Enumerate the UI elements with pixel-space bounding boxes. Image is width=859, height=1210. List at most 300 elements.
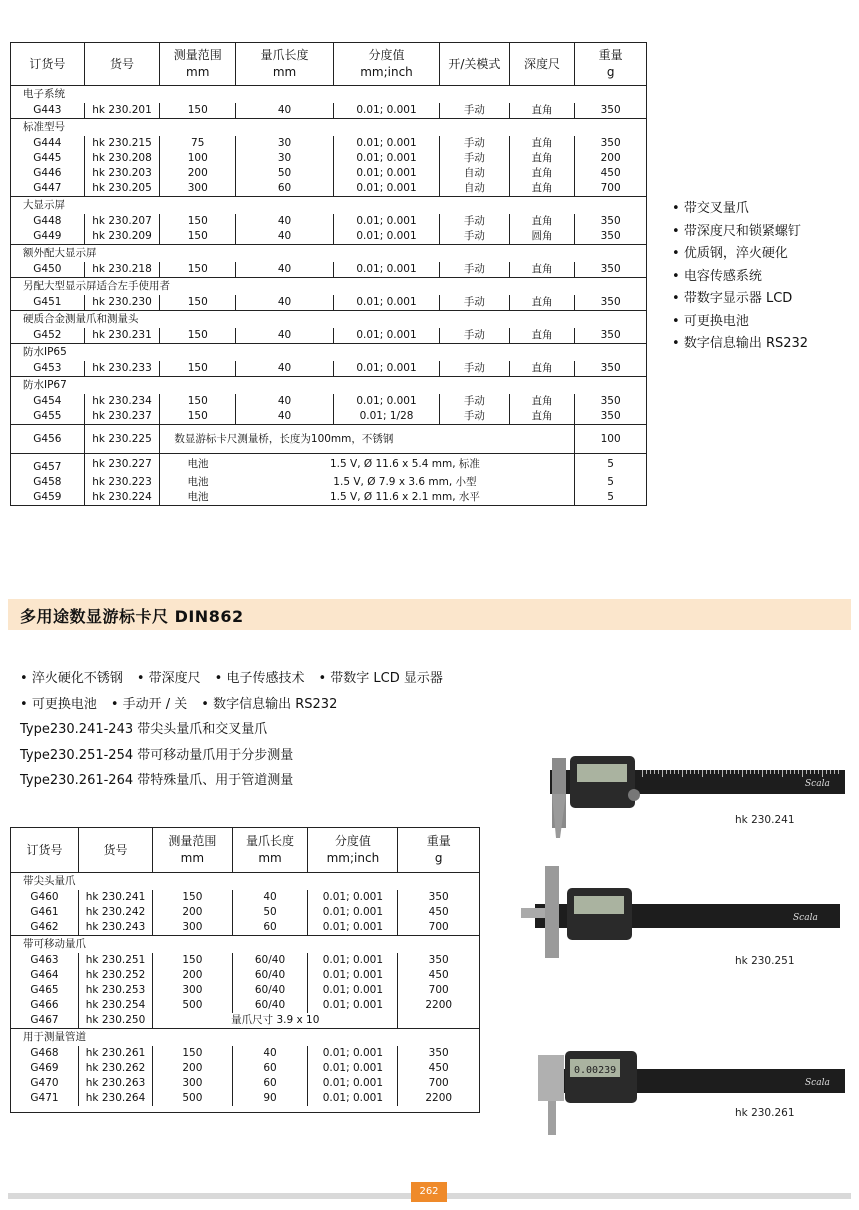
- type-line: Type230.251-254 带可移动量爪用于分步测量: [20, 747, 294, 763]
- section-title: 额外配大显示屏: [11, 245, 647, 263]
- column-header: 货号: [78, 828, 152, 873]
- table-cell: 5: [575, 454, 647, 476]
- table-cell: hk 230.225: [84, 425, 160, 454]
- table-cell: G461: [30, 906, 59, 918]
- ruler-tick: [722, 770, 723, 777]
- table-cell: [11, 1106, 480, 1113]
- section-title: 防水IP67: [11, 377, 647, 395]
- table-row: [11, 328, 647, 344]
- multipurpose-caliper-table: [10, 827, 480, 1113]
- table-cell: 150: [153, 890, 233, 905]
- table-cell: 40: [236, 361, 334, 377]
- table-cell: 0.01; 0.001: [308, 998, 398, 1013]
- table-cell: 0.01; 0.001: [334, 151, 440, 166]
- section-title: 大显示屏: [11, 197, 647, 215]
- section-row: [11, 344, 647, 362]
- table-cell: G450: [33, 263, 62, 275]
- table-cell: 0.01; 0.001: [334, 328, 440, 344]
- table-row: [11, 295, 647, 311]
- ruler-tick: [734, 770, 735, 774]
- type-line: Type230.241-243 带尖头量爪和交叉量爪: [20, 722, 268, 737]
- table-cell: 0.01; 0.001: [334, 229, 440, 245]
- table-cell: 40: [232, 1046, 308, 1061]
- section-title: 带可移动量爪: [11, 936, 480, 954]
- table-cell: hk 230.262: [78, 1061, 152, 1076]
- table-cell: G467: [30, 1014, 59, 1026]
- table-cell: 手动: [440, 103, 510, 119]
- table-row: [11, 103, 647, 119]
- table-cell: 75: [160, 136, 236, 151]
- ruler-tick: [762, 770, 763, 777]
- table-cell: 直角: [509, 409, 575, 425]
- table-cell: 200: [575, 151, 647, 166]
- feature-item: • 带数字 LCD 显示器: [318, 671, 442, 686]
- table-cell: 数显游标卡尺测量桥，长度为100mm，不锈钢: [160, 425, 575, 454]
- table-cell: 350: [575, 136, 647, 151]
- table-row: [11, 214, 647, 229]
- table-cell: hk 230.253: [78, 983, 152, 998]
- table-cell: 60: [232, 1076, 308, 1091]
- table-cell: 自动: [440, 166, 510, 181]
- table-cell: 50: [236, 166, 334, 181]
- table-cell: 350: [575, 409, 647, 425]
- table-cell: G454: [33, 395, 62, 407]
- table-cell: 350: [575, 214, 647, 229]
- table-cell: hk 230.250: [78, 1013, 152, 1029]
- table-cell: 0.01; 0.001: [334, 136, 440, 151]
- section-title: 防水IP65: [11, 344, 647, 362]
- table-cell: hk 230.242: [78, 905, 152, 920]
- feature-item: • 带数字显示器 LCD: [672, 288, 808, 311]
- table-cell: 350: [575, 328, 647, 344]
- section-row: [11, 197, 647, 215]
- ruler-tick: [678, 770, 679, 774]
- table-cell: 0.01; 0.001: [308, 1091, 398, 1106]
- section-row: [11, 311, 647, 329]
- table-row: [11, 151, 647, 166]
- table-cell: 量爪尺寸 3.9 x 10: [153, 1013, 398, 1029]
- table-cell: 圆角: [509, 229, 575, 245]
- ruler-tick: [666, 770, 667, 774]
- ruler-tick: [642, 770, 643, 777]
- table-cell: 0.01; 0.001: [334, 103, 440, 119]
- table-cell: 5: [575, 475, 647, 490]
- table-row: [11, 983, 480, 998]
- table-cell: G466: [30, 999, 59, 1011]
- ruler-tick: [738, 770, 739, 774]
- table-cell: 700: [575, 181, 647, 197]
- page-number: 262: [411, 1182, 447, 1202]
- table-row: [11, 262, 647, 278]
- table-cell: G456: [11, 425, 85, 454]
- table-cell: 150: [153, 953, 233, 968]
- table-cell: 300: [153, 983, 233, 998]
- section-row: [11, 1029, 480, 1047]
- caption-251: hk 230.251: [735, 955, 795, 967]
- table-cell: 350: [575, 295, 647, 311]
- section-title: 硬质合金测量爪和测量头: [11, 311, 647, 329]
- table-row: [11, 229, 647, 245]
- table-cell: G451: [33, 296, 62, 308]
- section-row: [11, 86, 647, 104]
- ruler-tick: [670, 770, 671, 774]
- column-header: 订货号: [11, 43, 85, 86]
- table-cell: 0.01; 0.001: [308, 920, 398, 936]
- column-header: 深度尺: [509, 43, 575, 86]
- table-cell: 直角: [509, 262, 575, 278]
- table-cell: G444: [33, 137, 62, 149]
- ruler-tick: [750, 770, 751, 774]
- table-row: [11, 1061, 480, 1076]
- table-cell: G470: [30, 1077, 59, 1089]
- table-cell: hk 230.223: [84, 475, 160, 490]
- table-row: [11, 953, 480, 968]
- ruler-tick: [794, 770, 795, 774]
- table-cell: 手动: [440, 394, 510, 409]
- table-row: [11, 361, 647, 377]
- table-cell: 700: [398, 920, 480, 936]
- feature-item: • 带深度尺: [137, 671, 201, 686]
- ruler-tick: [834, 770, 835, 774]
- ruler-tick: [786, 770, 787, 774]
- column-header: 分度值 mm;inch: [334, 43, 440, 86]
- table-cell: 40: [236, 229, 334, 245]
- table-cell: G462: [30, 921, 59, 933]
- feature-item: • 手动开 / 关: [111, 697, 187, 712]
- table-cell: 150: [160, 328, 236, 344]
- ruler-tick: [650, 770, 651, 774]
- table-cell: hk 230.201: [84, 103, 160, 119]
- table-cell: 手动: [440, 361, 510, 377]
- ruler-tick: [830, 770, 831, 774]
- table-cell: 电池: [160, 454, 236, 476]
- table-cell: 40: [236, 409, 334, 425]
- ruler-tick: [698, 770, 699, 774]
- table-cell: hk 230.227: [84, 454, 160, 476]
- feature-row-1: [20, 666, 457, 692]
- table-cell: 40: [232, 890, 308, 905]
- ruler-tick: [806, 770, 807, 774]
- ruler-tick: [646, 770, 647, 774]
- column-header: 量爪长度 mm: [232, 828, 308, 873]
- table-cell: 直角: [509, 166, 575, 181]
- ruler-tick: [662, 770, 663, 777]
- table-cell: 40: [236, 103, 334, 119]
- table-header-row: [11, 828, 480, 873]
- table-cell: 450: [575, 166, 647, 181]
- ruler-tick: [758, 770, 759, 774]
- table-cell: 500: [153, 998, 233, 1013]
- table-cell: hk 230.252: [78, 968, 152, 983]
- table-cell: G449: [33, 230, 62, 242]
- table-cell: 60/40: [232, 998, 308, 1013]
- table-cell: 0.01; 0.001: [308, 983, 398, 998]
- table-cell: 150: [160, 409, 236, 425]
- table-row: [11, 998, 480, 1013]
- section-title: 带尖头量爪: [11, 873, 480, 891]
- ruler-tick: [718, 770, 719, 774]
- table-cell: 350: [398, 1046, 480, 1061]
- table-cell: hk 230.209: [84, 229, 160, 245]
- table-cell: 30: [236, 151, 334, 166]
- ruler-tick: [818, 770, 819, 774]
- table-row: [11, 409, 647, 425]
- table-cell: 60/40: [232, 983, 308, 998]
- ruler-tick: [710, 770, 711, 774]
- table-row: [11, 425, 647, 454]
- feature-list-right: [672, 198, 808, 356]
- table-cell: 40: [236, 262, 334, 278]
- table-cell: 手动: [440, 214, 510, 229]
- table-cell: 0.01; 0.001: [308, 905, 398, 920]
- ruler-tick: [822, 770, 823, 777]
- table-cell: hk 230.264: [78, 1091, 152, 1106]
- table-cell: 5: [575, 490, 647, 506]
- ruler-tick: [798, 770, 799, 774]
- features-block: [20, 666, 457, 794]
- table-cell: 60: [232, 920, 308, 936]
- table-cell: 手动: [440, 295, 510, 311]
- table-row: [11, 394, 647, 409]
- table-cell: 0.01; 0.001: [334, 262, 440, 278]
- feature-item: • 电容传感系统: [672, 266, 808, 289]
- ruler-tick: [726, 770, 727, 774]
- display-reading: 0.00239: [574, 1065, 617, 1076]
- table-cell: 450: [398, 1061, 480, 1076]
- table-cell: G468: [30, 1047, 59, 1059]
- table-cell: 直角: [509, 103, 575, 119]
- table-cell: 0.01; 1/28: [334, 409, 440, 425]
- table-cell: 350: [575, 262, 647, 278]
- table-cell: hk 230.263: [78, 1076, 152, 1091]
- table-cell: 1.5 V, Ø 7.9 x 3.6 mm, 小型: [333, 476, 477, 488]
- section-row: [11, 873, 480, 891]
- feature-item: • 可更换电池: [20, 697, 97, 712]
- feature-row-2: [20, 692, 457, 718]
- table-row: [11, 166, 647, 181]
- table-cell: G459: [33, 491, 62, 503]
- ruler-tick: [686, 770, 687, 774]
- table-cell: G471: [30, 1092, 59, 1104]
- feature-item: • 淬火硬化不锈钢: [20, 671, 123, 686]
- caption-241: hk 230.241: [735, 814, 795, 826]
- table-cell: hk 230.243: [78, 920, 152, 936]
- caliper-image-261: [530, 1045, 850, 1135]
- table-cell: 手动: [440, 151, 510, 166]
- table-row: [11, 1076, 480, 1091]
- feature-item: • 可更换电池: [672, 311, 808, 334]
- table-row: [11, 968, 480, 983]
- table-cell: 50: [232, 905, 308, 920]
- table-cell: 60: [232, 1061, 308, 1076]
- table-cell: hk 230.231: [84, 328, 160, 344]
- table-cell: G463: [30, 954, 59, 966]
- table-cell: 直角: [509, 214, 575, 229]
- ruler-tick: [778, 770, 779, 774]
- table-cell: 300: [153, 920, 233, 936]
- table-cell: 电池: [160, 490, 236, 506]
- table-cell: 300: [160, 181, 236, 197]
- table-cell: 手动: [440, 229, 510, 245]
- caption-261: hk 230.261: [735, 1107, 795, 1119]
- caliper-image-241: [530, 738, 850, 838]
- table-cell: hk 230.215: [84, 136, 160, 151]
- table-cell: 0.01; 0.001: [334, 166, 440, 181]
- table-cell: 1.5 V, Ø 11.6 x 5.4 mm, 标准: [236, 454, 575, 476]
- table-cell: G445: [33, 152, 62, 164]
- table-cell: 100: [575, 425, 647, 454]
- section-title: 另配大型显示屏适合左手使用者: [11, 278, 647, 296]
- ruler-tick: [766, 770, 767, 774]
- table-cell: 直角: [509, 394, 575, 409]
- table-cell: 300: [153, 1076, 233, 1091]
- table-cell: 200: [153, 1061, 233, 1076]
- table-cell: G446: [33, 167, 62, 179]
- ruler-tick: [746, 770, 747, 774]
- table-cell: 直角: [509, 361, 575, 377]
- table-cell: 0.01; 0.001: [308, 1046, 398, 1061]
- table-cell: 直角: [509, 136, 575, 151]
- table-cell: G443: [33, 104, 62, 116]
- feature-item: • 带交叉量爪: [672, 198, 808, 221]
- table-cell: 40: [236, 394, 334, 409]
- table-row: [11, 1091, 480, 1106]
- table-cell: 0.01; 0.001: [334, 394, 440, 409]
- table-header-row: [11, 43, 647, 86]
- table-cell: 2200: [398, 998, 480, 1013]
- feature-item: • 数字信息输出 RS232: [672, 333, 808, 356]
- feature-item: • 数字信息输出 RS232: [201, 697, 337, 712]
- table-cell: 150: [153, 1046, 233, 1061]
- table-cell: 200: [160, 166, 236, 181]
- table-cell: 直角: [509, 151, 575, 166]
- ruler-tick: [706, 770, 707, 774]
- section-row: [11, 245, 647, 263]
- table-cell: 200: [153, 905, 233, 920]
- ruler-tick: [742, 770, 743, 777]
- table-cell: 150: [160, 103, 236, 119]
- type-line: Type230.261-264 带特殊量爪、用于管道测量: [20, 773, 294, 788]
- column-header: 测量范围 mm: [153, 828, 233, 873]
- table-cell: 60/40: [232, 953, 308, 968]
- section-banner: [8, 599, 851, 630]
- table-cell: hk 230.241: [78, 890, 152, 905]
- table-cell: 150: [160, 229, 236, 245]
- table-row: [11, 1046, 480, 1061]
- table-cell: 0.01; 0.001: [308, 1076, 398, 1091]
- column-header: 开/关模式: [440, 43, 510, 86]
- table-spacer: [11, 1106, 480, 1113]
- table-cell: hk 230.254: [78, 998, 152, 1013]
- feature-item: • 带深度尺和锁紧螺钉: [672, 221, 808, 244]
- ruler-tick: [770, 770, 771, 774]
- table-cell: 30: [236, 136, 334, 151]
- table-cell: 直角: [509, 328, 575, 344]
- column-header: 分度值 mm;inch: [308, 828, 398, 873]
- table-cell: 150: [160, 214, 236, 229]
- column-header: 重量 g: [398, 828, 480, 873]
- table-cell: 350: [398, 953, 480, 968]
- table-cell: 450: [398, 968, 480, 983]
- table-cell: 90: [232, 1091, 308, 1106]
- brand-logo: Scala: [805, 1078, 830, 1088]
- ruler-tick: [838, 770, 839, 774]
- feature-item: • 电子传感技术: [215, 671, 305, 686]
- table-cell: G453: [33, 362, 62, 374]
- table-row: [11, 490, 647, 506]
- brand-logo: Scala: [805, 779, 830, 789]
- table-cell: 100: [160, 151, 236, 166]
- table-cell: 40: [236, 214, 334, 229]
- table-cell: 0.01; 0.001: [334, 214, 440, 229]
- table-cell: 350: [575, 361, 647, 377]
- table-cell: hk 230.237: [84, 409, 160, 425]
- table-cell: 手动: [440, 136, 510, 151]
- table-row: [11, 890, 480, 905]
- ruler-tick: [702, 770, 703, 777]
- brand-logo: Scala: [793, 913, 818, 923]
- ruler-tick: [802, 770, 803, 777]
- table-row: [11, 454, 647, 476]
- section-row: [11, 278, 647, 296]
- table-cell: hk 230.208: [84, 151, 160, 166]
- table-cell: 直角: [509, 295, 575, 311]
- table-cell: 手动: [440, 262, 510, 278]
- table-row: [11, 1013, 480, 1029]
- table-cell: 0.01; 0.001: [334, 295, 440, 311]
- table-cell: 0.01; 0.001: [308, 968, 398, 983]
- table-cell: G464: [30, 969, 59, 981]
- table-cell: hk 230.234: [84, 394, 160, 409]
- table-cell: hk 230.261: [78, 1046, 152, 1061]
- table-cell: G447: [33, 182, 62, 194]
- table-cell: 150: [160, 394, 236, 409]
- section-title: 电子系统: [11, 86, 647, 104]
- table-cell: G452: [33, 329, 62, 341]
- ruler-tick: [682, 770, 683, 777]
- table-row: [11, 181, 647, 197]
- table-cell: 350: [575, 394, 647, 409]
- table-cell: 150: [160, 262, 236, 278]
- table-cell: G460: [30, 891, 59, 903]
- section-row: [11, 936, 480, 954]
- table-row: [11, 136, 647, 151]
- column-header: 订货号: [11, 828, 79, 873]
- table-cell: 直角: [509, 181, 575, 197]
- caliper-image-251: [515, 858, 845, 958]
- table-cell: 350: [575, 229, 647, 245]
- table-cell: 1.5 V, Ø 11.6 x 2.1 mm, 水平: [329, 491, 480, 503]
- table-cell: G455: [33, 410, 62, 422]
- table-cell: 60/40: [232, 968, 308, 983]
- section-row: [11, 377, 647, 395]
- table-cell: 150: [160, 295, 236, 311]
- table-cell: 150: [160, 361, 236, 377]
- ruler-tick: [694, 770, 695, 774]
- column-header: 测量范围 mm: [160, 43, 236, 86]
- caliper-spec-table: [10, 42, 647, 506]
- table-cell: 350: [575, 103, 647, 119]
- ruler-tick: [782, 770, 783, 777]
- table-cell: G457: [11, 454, 85, 476]
- column-header: 货号: [84, 43, 160, 86]
- table-cell: hk 230.224: [84, 490, 160, 506]
- table-cell: G465: [30, 984, 59, 996]
- column-header: 量爪长度 mm: [236, 43, 334, 86]
- table-cell: 0.01; 0.001: [334, 361, 440, 377]
- ruler-tick: [774, 770, 775, 774]
- table-cell: 40: [236, 295, 334, 311]
